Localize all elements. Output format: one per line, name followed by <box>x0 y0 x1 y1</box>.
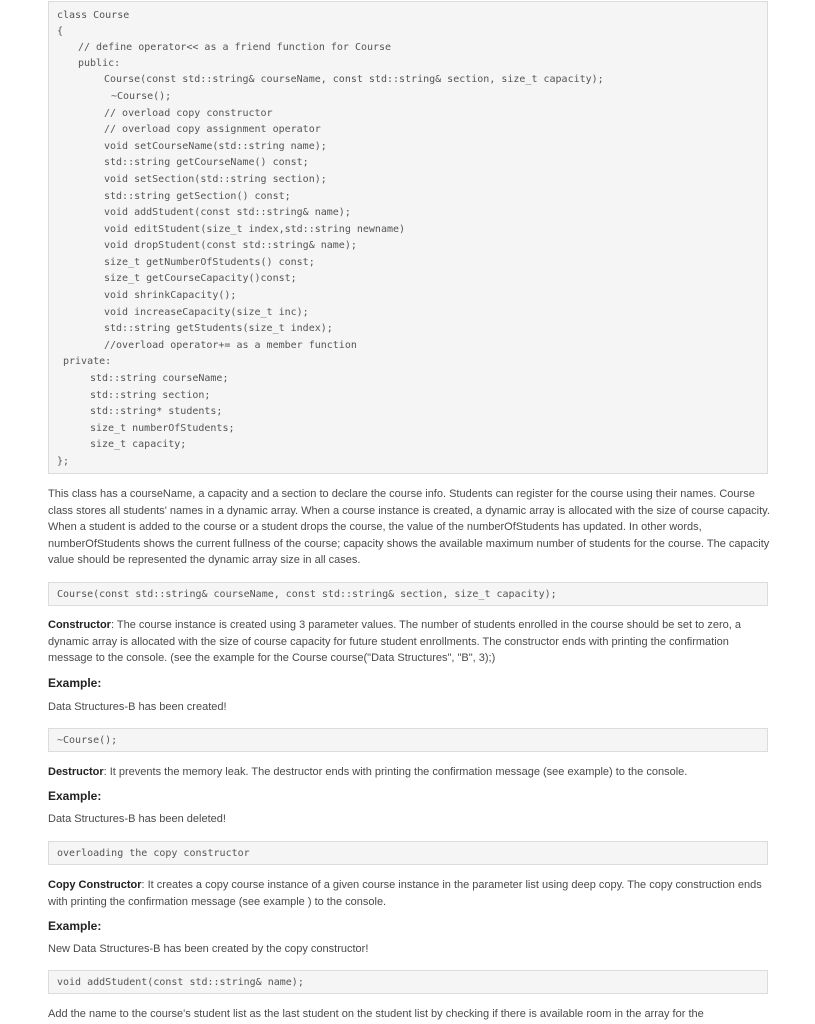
code-line: size_t getCourseCapacity()const; <box>104 273 297 284</box>
code-line: void increaseCapacity(size_t inc); <box>104 307 309 318</box>
add-student-signature: void addStudent(const std::string& name); <box>57 977 304 988</box>
code-line: // overload copy assignment operator <box>104 124 321 135</box>
code-line: std::string section; <box>90 390 211 401</box>
destructor-example-output: Data Structures-B has been deleted! <box>48 813 226 825</box>
code-line: std::string getStudents(size_t index); <box>104 323 333 334</box>
code-line: ~Course(); <box>111 91 172 102</box>
code-line: std::string getCourseName() const; <box>104 157 309 168</box>
constructor-title: Constructor <box>48 619 111 631</box>
copy-constructor-title: Copy Constructor <box>48 879 142 891</box>
code-line: private: <box>63 356 112 367</box>
destructor-signature-block <box>48 728 768 752</box>
code-line: void dropStudent(const std::string& name); <box>104 240 357 251</box>
destructor-signature: ~Course(); <box>57 735 118 746</box>
copy-constructor-example-label: Example: <box>48 919 102 933</box>
code-line: void setCourseName(std::string name); <box>104 141 327 152</box>
intro-paragraph: This class has a courseName, a capacity and a section to declare the course info. Students can register for the course using their names. Course class stores all students' names in a dynamic array. When a course instance is created, a dynamic array is allocated with the size of course capacity. When a student is added to the course or a student drops the course, the value of the numberOfStudents has updated. In other words, numberOfStudents shows the current fullness of the course; capacity shows the available maximum number of students for the course. The capacity value should be represented the dynamic array size in all cases. <box>48 488 770 566</box>
code-line: size_t getNumberOfStudents() const; <box>104 257 315 268</box>
add-student-signature-block <box>48 970 768 994</box>
destructor-example-label: Example: <box>48 789 102 803</box>
code-line: Course(const std::string& courseName, const std::string& section, size_t capacity); <box>104 74 604 85</box>
copy-constructor-text: : It creates a copy course instance of a given course instance in the parameter list using deep copy. The copy construction ends with printing the confirmation message (see example ) to the console. <box>48 879 762 908</box>
code-line: }; <box>57 456 70 467</box>
class-code-block <box>48 1 768 474</box>
copy-constructor-example-output: New Data Structures-B has been created by the copy constructor! <box>48 943 369 955</box>
code-line: size_t capacity; <box>90 439 187 450</box>
code-line: std::string getSection() const; <box>104 191 291 202</box>
code-line: void shrinkCapacity(); <box>104 290 237 301</box>
code-line: // overload copy constructor <box>104 108 273 119</box>
add-student-description: Add the name to the course's student list as the last student on the student list by checking if there is available room in the array for the <box>48 1008 704 1020</box>
constructor-signature: Course(const std::string& courseName, const std::string& section, size_t capacity); <box>57 589 557 600</box>
destructor-text: : It prevents the memory leak. The destructor ends with printing the confirmation message (see example) to the console. <box>103 766 688 778</box>
copy-constructor-signature: overloading the copy constructor <box>57 848 250 859</box>
destructor-description <box>48 764 770 781</box>
code-line: public: <box>78 58 121 69</box>
code-line: { <box>57 26 64 37</box>
code-line: std::string courseName; <box>90 373 229 384</box>
copy-constructor-description <box>48 877 770 910</box>
constructor-example-output: Data Structures-B has been created! <box>48 701 227 713</box>
code-line: void setSection(std::string section); <box>104 174 327 185</box>
constructor-text: : The course instance is created using 3 parameter values. The number of students enrolled in the course should be set to zero, a dynamic array is allocated with the size of course capacity for future student enrollments. The constructor ends with printing the confirmation message to the console. (see the example for the Course course("Data Structures", "B", 3);) <box>48 619 741 664</box>
constructor-signature-block <box>48 582 768 606</box>
destructor-title: Destructor <box>48 766 104 778</box>
constructor-description <box>48 617 770 667</box>
code-line: size_t numberOfStudents; <box>90 423 235 434</box>
code-line: void addStudent(const std::string& name); <box>104 207 351 218</box>
constructor-example-label: Example: <box>48 676 102 690</box>
code-line: // define operator<< as a friend function for Course <box>78 42 392 53</box>
copy-constructor-signature-block <box>48 841 768 865</box>
code-line: void editStudent(size_t index,std::string newname) <box>104 224 406 235</box>
code-line: //overload operator+= as a member function <box>104 340 357 351</box>
code-line: class Course <box>57 10 130 21</box>
code-line: std::string* students; <box>90 406 223 417</box>
